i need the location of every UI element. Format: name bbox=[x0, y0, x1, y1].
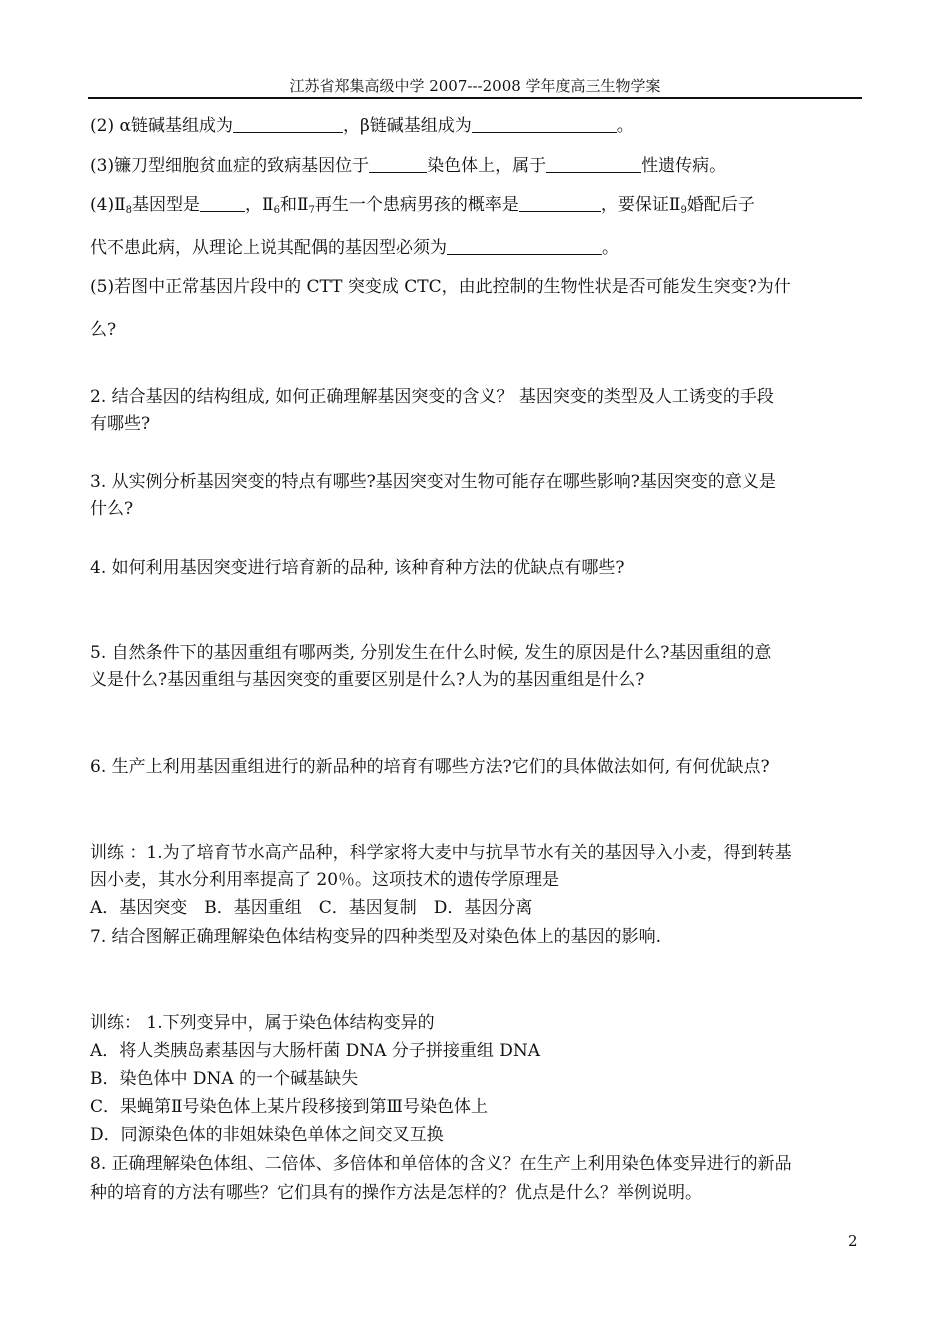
q4-line1: 4. 如何利用基因突变进行培育新的品种, 该种育种方法的优缺点有哪些? bbox=[90, 558, 625, 578]
answer-blank[interactable] bbox=[472, 114, 617, 133]
training2-option-a: A．将人类胰岛素基因与大肠杆菌 DNA 分子拼接重组 DNA bbox=[90, 1041, 541, 1061]
q1-part2 bbox=[90, 114, 862, 138]
training1-line2: 因小麦，其水分利用率提高了 20％。这项技术的遗传学原理是 bbox=[90, 870, 560, 890]
answer-blank[interactable] bbox=[200, 193, 245, 212]
q5-line2: 义是什么?基因重组与基因突变的重要区别是什么?人为的基因重组是什么? bbox=[90, 670, 645, 690]
training1-line1: 训练 ：1.为了培育节水高产品种，科学家将大麦中与抗旱节水有关的基因导入小麦，得到转基 bbox=[90, 843, 792, 863]
answer-blank[interactable] bbox=[519, 193, 601, 212]
q1-part4-text: 再生一个患病男孩的概率是 bbox=[314, 195, 519, 215]
q1-part4-text: 代不患此病，从理论上说其配偶的基因型必须为 bbox=[90, 238, 447, 258]
q1-part4-line1 bbox=[90, 193, 862, 223]
q1-part3-text-a: (3)镰刀型细胞贫血症的致病基因位于 bbox=[90, 156, 370, 176]
subscript: 6 bbox=[273, 205, 280, 216]
q1-part5-line1: (5)若图中正常基因片段中的 CTT 突变成 CTC，由此控制的生物性状是否可能发生突变?为什 bbox=[90, 277, 791, 297]
page-header: 江苏省郑集高级中学 2007---2008 学年度高三生物学案 bbox=[289, 77, 661, 95]
answer-blank[interactable] bbox=[369, 154, 427, 173]
training2-line1: 训练： 1.下列变异中，属于染色体结构变异的 bbox=[90, 1013, 435, 1033]
training1-options: A．基因突变 B．基因重组 C．基因复制 D．基因分离 bbox=[90, 898, 533, 918]
training2-option-d: D．同源染色体的非姐妹染色单体之间交叉互换 bbox=[90, 1125, 444, 1145]
q1-part3 bbox=[90, 154, 862, 178]
q1-part4-text: ，要保证Ⅱ bbox=[600, 195, 681, 215]
q8-line1: 8. 正确理解染色体组、二倍体、多倍体和单倍体的含义？在生产上利用染色体变异进行的新品 bbox=[90, 1154, 792, 1174]
q1-part4-text: 婚配后子 bbox=[686, 195, 755, 215]
q5-line1: 5. 自然条件下的基因重组有哪两类, 分别发生在什么时候, 发生的原因是什么?基因重组的意 bbox=[90, 643, 772, 663]
q1-part5-line2: 么? bbox=[90, 320, 117, 340]
q1-part4-text: 。 bbox=[602, 238, 619, 258]
training2-option-c: C．果蝇第Ⅱ号染色体上某片段移接到第Ⅲ号染色体上 bbox=[90, 1097, 488, 1117]
header-divider bbox=[88, 97, 862, 99]
page-number: 2 bbox=[848, 1232, 858, 1250]
q1-part4-text: 基因型是 bbox=[132, 195, 201, 215]
answer-blank[interactable] bbox=[233, 114, 343, 133]
training2-option-b: B．染色体中 DNA 的一个碱基缺失 bbox=[90, 1069, 359, 1089]
subscript: 8 bbox=[125, 205, 133, 216]
q1-part4-text: ，Ⅱ bbox=[245, 195, 274, 215]
q1-part4-text: (4)Ⅱ bbox=[90, 195, 126, 215]
q1-part4-line2 bbox=[90, 236, 862, 260]
q6-line1: 6. 生产上利用基因重组进行的新品种的培育有哪些方法?它们的具体做法如何, 有何优缺点? bbox=[90, 757, 770, 777]
q1-part3-text-c: 性遗传病。 bbox=[641, 156, 727, 176]
q1-part2-text-b: ，β链碱基组成为 bbox=[342, 116, 472, 136]
q1-part4-text: 和Ⅱ bbox=[279, 195, 309, 215]
q3-line1: 3. 从实例分析基因突变的特点有哪些?基因突变对生物可能存在哪些影响?基因突变的意义是 bbox=[90, 472, 776, 492]
q2-line1: 2. 结合基因的结构组成, 如何正确理解基因突变的含义？ 基因突变的类型及人工诱变的手段 bbox=[90, 387, 774, 407]
subscript: 9 bbox=[680, 205, 687, 216]
q1-part2-text-a: (2) α链碱基组成为 bbox=[90, 116, 233, 136]
q1-part2-text-c: 。 bbox=[616, 116, 634, 136]
q7-line1: 7. 结合图解正确理解染色体结构变异的四种类型及对染色体上的基因的影响. bbox=[90, 927, 662, 947]
q8-line2: 种的培育的方法有哪些？它们具有的操作方法是怎样的？优点是什么？举例说明。 bbox=[90, 1183, 702, 1203]
q1-part3-text-b: 染色体上，属于 bbox=[427, 156, 547, 176]
q2-line2: 有哪些? bbox=[90, 414, 151, 434]
answer-blank[interactable] bbox=[546, 154, 641, 173]
q3-line2: 什么? bbox=[90, 499, 134, 519]
subscript: 7 bbox=[308, 205, 315, 216]
answer-blank[interactable] bbox=[447, 236, 602, 255]
